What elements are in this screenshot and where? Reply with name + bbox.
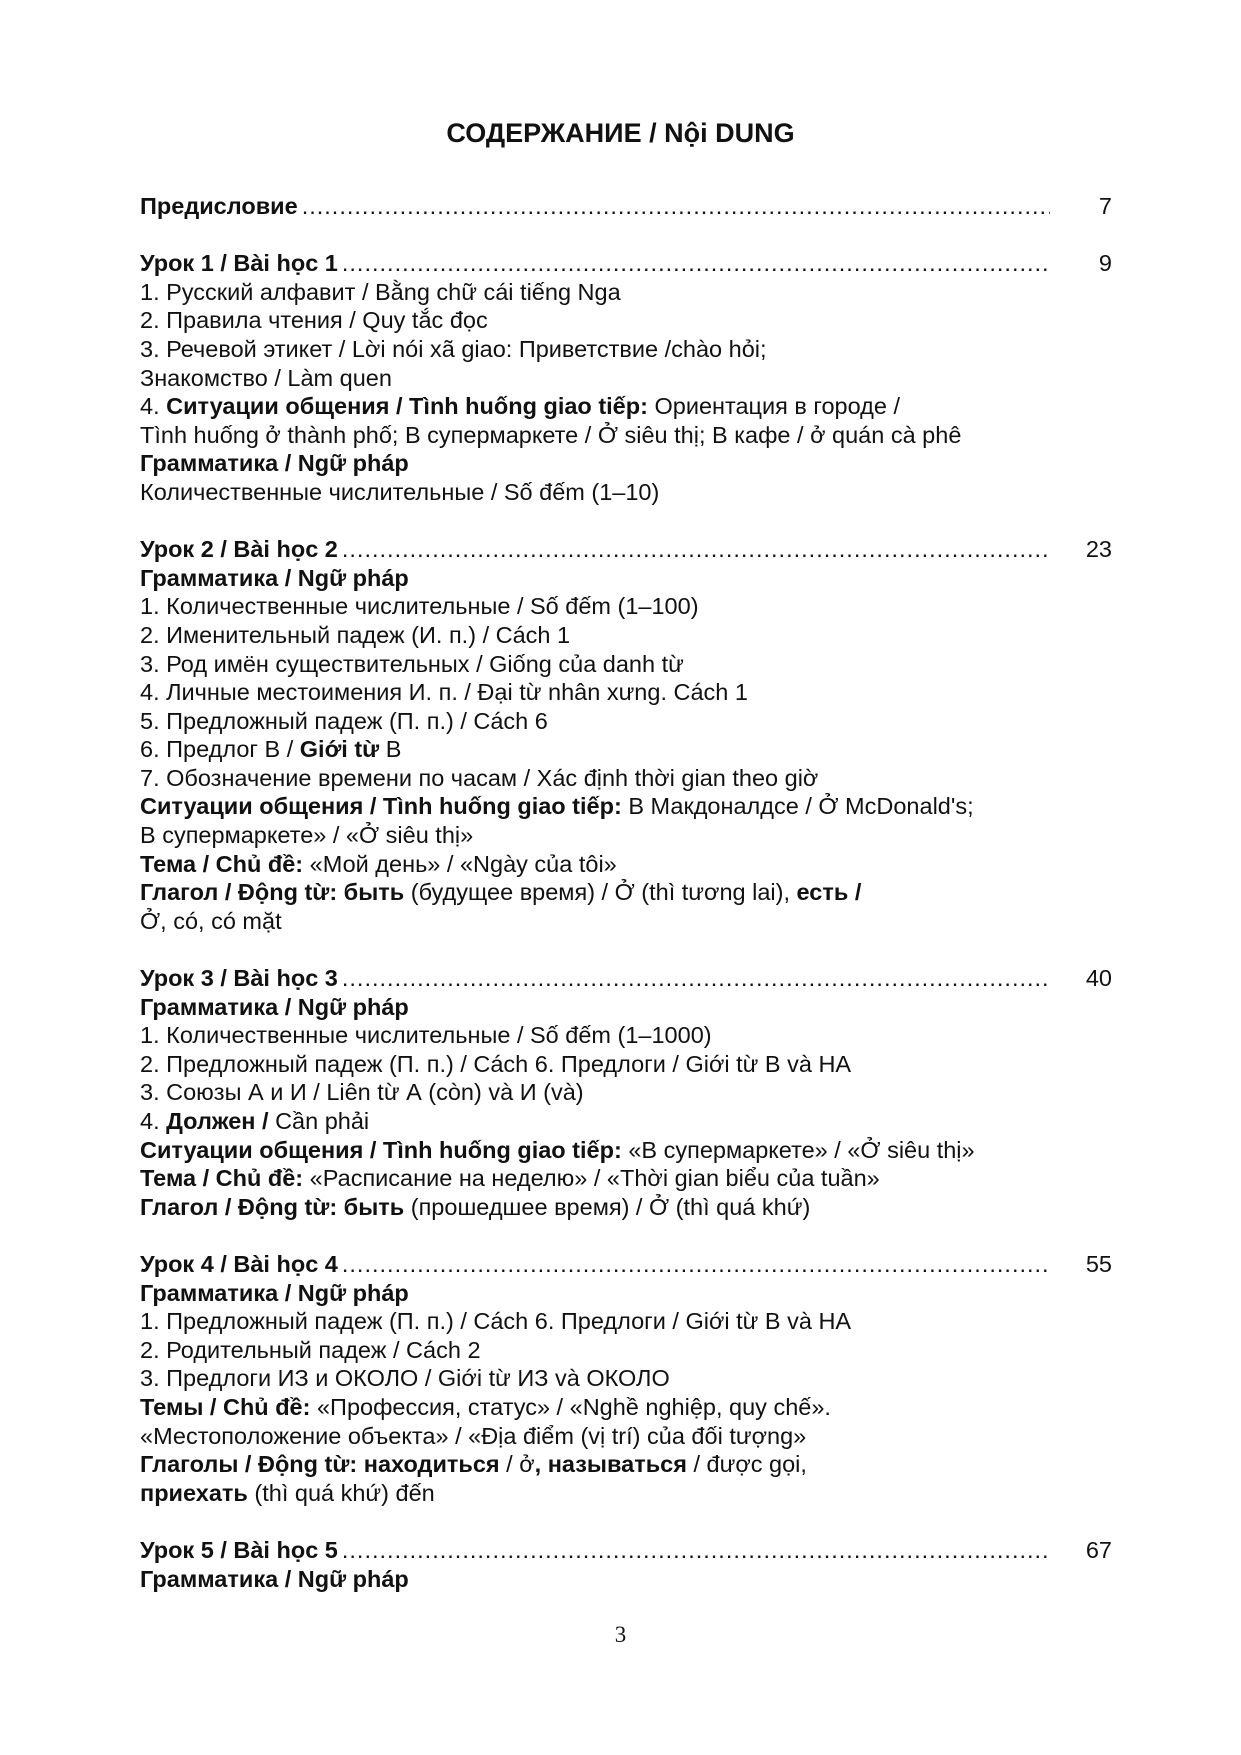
toc-line — [140, 907, 1112, 936]
toc-line-text: Ориентация в городе / — [647, 393, 901, 420]
toc-line-bold-text: Глагол / Động từ: быть — [140, 1193, 405, 1220]
toc-line-bold-text: Глаголы / Động từ: находиться — [140, 1451, 500, 1478]
toc-line-text: 1. Русский алфавит / Bằng chữ cái tiếng Nga — [140, 278, 621, 305]
toc-line — [140, 1279, 1112, 1308]
toc-line — [140, 1364, 1112, 1393]
toc-line — [140, 1336, 1112, 1365]
toc-entry-page: 9 — [1098, 250, 1112, 277]
toc-line — [140, 1021, 1112, 1050]
toc-line — [140, 1422, 1112, 1451]
toc-line — [140, 821, 1112, 850]
toc-entry-title: Урок 2 / Bài học 2 — [140, 536, 338, 563]
toc-line-bold-text: Должен / — [166, 1108, 269, 1134]
toc-line — [140, 1393, 1112, 1422]
toc-line-text: «Местоположение объекта» / «Địa điểm (vị trí) của đối tượng» — [140, 1422, 807, 1449]
toc-line-bold-text: Грамматика / Ngữ pháp — [140, 993, 409, 1020]
toc-line — [140, 792, 1112, 821]
toc-line-text: 3. Союзы А и И / Liên từ А (còn) và И (và) — [140, 1079, 584, 1106]
toc-line-bold-text: Темы / Chủ đề: — [140, 1393, 311, 1420]
toc-entry-page: 7 — [1098, 193, 1112, 219]
toc-line — [140, 764, 1112, 793]
toc-line-bold-text: приехать — [140, 1479, 248, 1506]
toc-line — [140, 650, 1112, 679]
toc-line-bold-text: Giới từ — [299, 736, 380, 763]
toc-line-text: В Макдоналдсе / Ở McDonald's; — [621, 793, 974, 820]
toc-entry-page: 23 — [1085, 536, 1112, 563]
toc-line-text: Знакомство / Làm quen — [140, 364, 392, 391]
toc-line-text: Tình huống ở thành phố; В супермаркете / Ở siêu thị; В кафе / ở quán cà phê — [140, 421, 962, 448]
toc-line — [140, 1193, 1112, 1222]
toc-line-text: «Профессия, статус» / «Nghề nghiệp, quy chế». — [310, 1393, 831, 1420]
toc-line-bold-text: Грамматика / Ngữ pháp — [140, 1565, 409, 1592]
dot-leader — [302, 192, 1050, 221]
toc-line-bold-text: Грамматика / Ngữ pháp — [140, 564, 409, 591]
toc-line — [140, 564, 1112, 593]
toc-line — [140, 1050, 1112, 1079]
toc-line-text: 3. Предлоги ИЗ и ОКОЛО / Giới từ ИЗ và ОКОЛО — [140, 1365, 670, 1392]
toc-line-text: (thì quá khứ) đến — [247, 1479, 435, 1506]
toc-line-text: «Расписание на неделю» / «Thời gian biểu của tuần» — [303, 1165, 880, 1192]
toc-line-text: 5. Предложный падеж (П. п.) / Cách 6 — [140, 707, 548, 734]
toc-line-text: 1. Количественные числительные / Số đếm (1–100) — [140, 593, 699, 620]
toc-line-text: / ở — [499, 1451, 535, 1478]
toc-line-text: 1. Предложный падеж (П. п.) / Cách 6. Предлоги / Giới từ В và НА — [140, 1308, 852, 1335]
toc-entry-heading — [140, 1250, 1112, 1279]
toc-line — [140, 1164, 1112, 1193]
toc-line — [140, 364, 1112, 393]
toc-entry — [140, 249, 1112, 506]
toc-line-text: 1. Количественные числительные / Số đếm (1–1000) — [140, 1022, 712, 1049]
toc-line — [140, 421, 1112, 450]
toc-line-text: / được gọi, — [686, 1451, 807, 1478]
toc-line-text: 2. Именительный падеж (И. п.) / Cách 1 — [140, 621, 571, 648]
toc-line-bold-text: Грамматика / Ngữ pháp — [140, 450, 409, 477]
toc-line — [140, 735, 1112, 764]
toc-entry — [140, 964, 1112, 1221]
toc-line — [140, 392, 1112, 421]
toc-line — [140, 592, 1112, 621]
toc-line-bold-text: Глагол / Động từ: быть — [140, 879, 405, 906]
dot-leader — [342, 535, 1050, 564]
toc-entry-title: Урок 3 / Bài học 3 — [140, 965, 338, 992]
toc-entry-heading — [140, 535, 1112, 564]
toc-line — [140, 478, 1112, 507]
dot-leader — [342, 1250, 1050, 1279]
toc-line-bold-text: есть / — [796, 879, 862, 906]
toc-entry-heading — [140, 964, 1112, 993]
toc-entry — [140, 192, 1112, 221]
toc-line-text: (будущее время) / Ở (thì tương lai), — [404, 879, 797, 906]
toc-entry — [140, 535, 1112, 935]
toc-line-bold-text: Ситуации общения / Tình huống giao tiếp: — [166, 393, 648, 420]
toc-line-text: «Мой день» / «Ngày của tôi» — [303, 850, 617, 877]
toc-entry-page: 40 — [1085, 965, 1112, 992]
toc-line — [140, 993, 1112, 1022]
toc-line-text: (прошедшее время) / Ở (thì quá khứ) — [404, 1193, 811, 1220]
toc-line — [140, 335, 1112, 364]
toc-line — [140, 1450, 1112, 1479]
toc-line-text: Количественные числительные / Số đếm (1–10) — [140, 478, 660, 505]
toc-line-bold-text: Ситуации общения / Tình huống giao tiếp: — [140, 793, 622, 820]
toc-line — [140, 449, 1112, 478]
toc-line — [140, 1307, 1112, 1336]
toc-line — [140, 707, 1112, 736]
toc-entry-page: 55 — [1085, 1250, 1112, 1277]
table-of-contents — [140, 192, 1112, 1622]
toc-line — [140, 1078, 1112, 1107]
toc-line-text: 7. Обозначение времени по часам / Xác định thời gian theo giờ — [140, 764, 819, 791]
toc-line-text: 2. Предложный падеж (П. п.) / Cách 6. Предлоги / Giới từ В và НА — [140, 1050, 852, 1077]
toc-entry-heading — [140, 1536, 1112, 1565]
toc-entry — [140, 1536, 1112, 1593]
toc-line-text: 4. — [140, 1108, 167, 1134]
toc-entry-title: Урок 5 / Bài học 5 — [140, 1536, 338, 1563]
toc-line-text: 4. Личные местоимения И. п. / Đại từ nhân xưng. Cách 1 — [140, 679, 748, 706]
toc-line — [140, 621, 1112, 650]
page-number: 3 — [614, 1622, 627, 1647]
toc-line — [140, 1565, 1112, 1594]
toc-line-text: 6. Предлог В / — [140, 736, 300, 763]
toc-entry-heading — [140, 192, 1112, 221]
toc-line-bold-text: Ситуации общения / Tình huống giao tiếp: — [140, 1136, 622, 1163]
toc-entry-page: 67 — [1085, 1536, 1112, 1563]
toc-line-text: 4. — [140, 393, 167, 420]
toc-line-text: 3. Речевой этикет / Lời nói xã giao: Приветствие /chào hỏi; — [140, 335, 767, 362]
toc-entry-heading — [140, 249, 1112, 278]
page-title: СОДЕРЖАНИЕ / Nội DUNG — [446, 118, 795, 148]
toc-line-text: В супермаркете» / «Ở siêu thị» — [140, 822, 474, 849]
toc-line-text: «В супермаркете» / «Ở siêu thị» — [621, 1136, 975, 1163]
toc-line-bold-text: , называться — [534, 1451, 687, 1478]
toc-line — [140, 1107, 1112, 1136]
toc-line — [140, 878, 1112, 907]
toc-line-text: Ở, có, có mặt — [140, 907, 282, 934]
toc-line-text: 3. Род имён существительных / Giống của danh từ — [140, 650, 684, 677]
toc-line-text: В — [379, 736, 402, 763]
toc-line — [140, 278, 1112, 307]
toc-line-text: 2. Правила чтения / Quy tắc đọc — [140, 307, 488, 334]
toc-line — [140, 678, 1112, 707]
dot-leader — [342, 249, 1050, 278]
toc-line-bold-text: Грамматика / Ngữ pháp — [140, 1279, 409, 1306]
toc-line-text: Cần phải — [268, 1108, 370, 1134]
toc-line — [140, 1479, 1112, 1508]
toc-line-text: 2. Родительный падеж / Cách 2 — [140, 1336, 481, 1363]
toc-line — [140, 1136, 1112, 1165]
toc-entry-title: Урок 1 / Bài học 1 — [140, 250, 338, 277]
toc-entry-title: Предисловие — [140, 193, 298, 219]
toc-entry — [140, 1250, 1112, 1507]
toc-line — [140, 306, 1112, 335]
toc-entry-title: Урок 4 / Bài học 4 — [140, 1250, 338, 1277]
toc-line — [140, 850, 1112, 879]
dot-leader — [342, 1536, 1050, 1565]
toc-line-bold-text: Тема / Chủ đề: — [140, 850, 304, 877]
toc-line-bold-text: Тема / Chủ đề: — [140, 1165, 304, 1192]
dot-leader — [342, 964, 1050, 993]
